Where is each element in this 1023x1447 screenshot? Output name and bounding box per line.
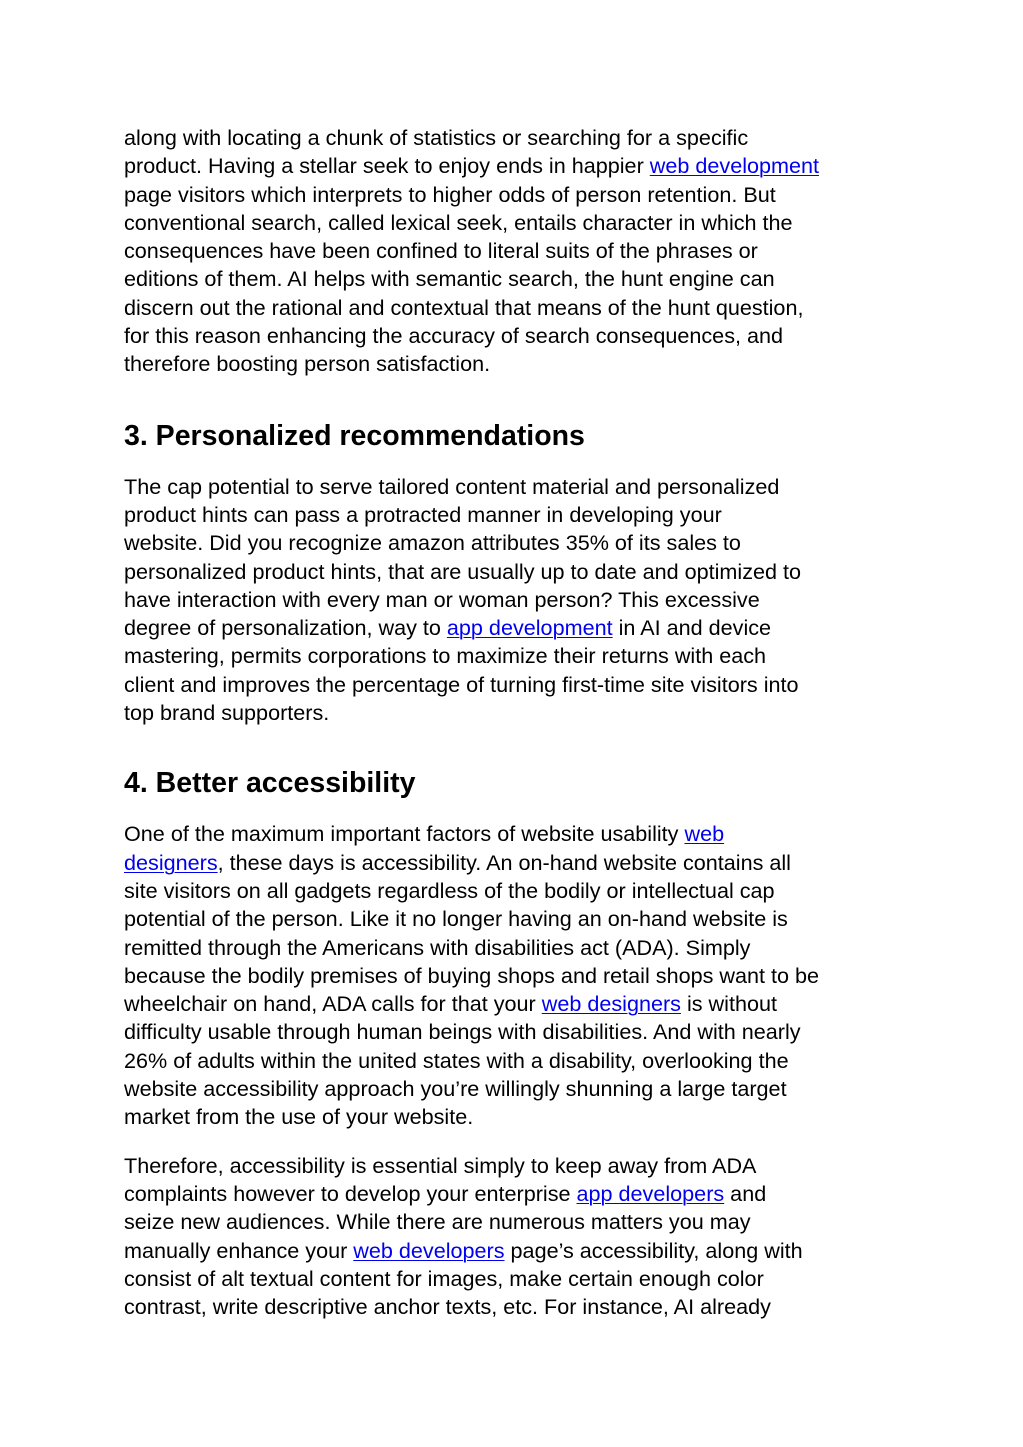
text-segment: have interaction with every man or woman person? This excessive: [124, 586, 760, 612]
text-line: [124, 322, 914, 350]
text-line: [124, 1047, 914, 1075]
text-line: [124, 294, 914, 322]
text-line: [124, 473, 914, 501]
paragraph-accessibility: [124, 820, 914, 1131]
text-line: [124, 124, 914, 152]
text-segment: potential of the person. Like it no longer having an on-hand website is: [124, 906, 788, 932]
text-line: [124, 1103, 914, 1131]
link-app-development[interactable]: app development: [446, 615, 613, 641]
text-segment: degree of personalization, way to: [124, 615, 447, 641]
text-segment: because the bodily premises of buying shops and retail shops want to be: [124, 962, 820, 988]
text-segment: contrast, write descriptive anchor texts, etc. For instance, AI already: [124, 1294, 771, 1320]
text-segment: discern out the rational and contextual that means of the hunt question,: [124, 294, 804, 320]
text-line: [124, 237, 914, 265]
text-line: [124, 350, 914, 378]
text-segment: is without: [680, 991, 777, 1017]
text-segment: , these days is accessibility. An on-hand website contains all: [217, 849, 791, 875]
text-segment: mastering, permits corporations to maximize their returns with each: [124, 643, 767, 669]
text-segment: page visitors which interprets to higher odds of person retention. But: [124, 181, 776, 207]
text-segment: difficulty usable through human beings with disabilities. And with nearly: [124, 1019, 801, 1045]
text-segment: wheelchair on hand, ADA calls for that your: [124, 991, 542, 1017]
text-line: [124, 586, 914, 614]
text-line: [124, 1018, 914, 1046]
text-line: [124, 1265, 914, 1293]
text-segment: One of the maximum important factors of website usability: [124, 821, 685, 847]
text-line: [124, 1152, 914, 1180]
text-segment: market from the use of your website.: [124, 1104, 474, 1130]
text-line: [124, 642, 914, 670]
text-segment: consequences have been confined to literal suits of the phrases or: [124, 238, 758, 264]
text-segment: and: [724, 1180, 767, 1206]
link-app-developers[interactable]: app developers: [576, 1180, 725, 1206]
link-web[interactable]: web: [684, 821, 725, 847]
paragraph-search: [124, 124, 914, 379]
text-segment: website accessibility approach you’re willingly shunning a large target: [124, 1076, 787, 1102]
text-segment: Therefore, accessibility is essential simply to keep away from ADA: [124, 1152, 757, 1178]
text-segment: 26% of adults within the united states with a disability, overlooking the: [124, 1047, 789, 1073]
document-page: [124, 124, 914, 1321]
text-line: [124, 614, 914, 642]
text-segment: website. Did you recognize amazon attributes 35% of its sales to: [124, 530, 741, 556]
text-segment: product. Having a stellar seek to enjoy ends in happier: [124, 153, 650, 179]
heading-personalized-recommendations: 3. Personalized recommendations: [124, 419, 585, 452]
text-line: [124, 1237, 914, 1265]
text-line: [124, 671, 914, 699]
text-segment: in AI and device: [612, 615, 772, 641]
link-web-designers[interactable]: web designers: [541, 991, 681, 1017]
text-segment: personalized product hints, that are usually up to date and optimized to: [124, 558, 802, 584]
paragraph-ada: [124, 1152, 914, 1322]
text-segment: consist of alt textual content for images, make certain enough color: [124, 1265, 764, 1291]
text-segment: product hints can pass a protracted manner in developing your: [124, 501, 722, 527]
text-line: [124, 1208, 914, 1236]
text-line: [124, 1293, 914, 1321]
text-line: [124, 265, 914, 293]
text-line: [124, 181, 914, 209]
text-segment: for this reason enhancing the accuracy of search consequences, and: [124, 323, 784, 349]
text-line: [124, 877, 914, 905]
text-segment: seize new audiences. While there are numerous matters you may: [124, 1209, 751, 1235]
heading-better-accessibility: 4. Better accessibility: [124, 767, 416, 800]
paragraph-personalized: [124, 473, 914, 728]
text-segment: page’s accessibility, along with: [504, 1237, 803, 1263]
text-segment: editions of them. AI helps with semantic search, the hunt engine can: [124, 266, 775, 292]
text-segment: The cap potential to serve tailored content material and personalized: [124, 473, 780, 499]
link-web-developers[interactable]: web developers: [353, 1237, 505, 1263]
text-line: [124, 990, 914, 1018]
text-line: [124, 529, 914, 557]
text-line: [124, 905, 914, 933]
text-segment: site visitors on all gadgets regardless of the bodily or intellectual cap: [124, 877, 775, 903]
text-segment: complaints however to develop your enterprise: [124, 1180, 577, 1206]
text-line: [124, 1180, 914, 1208]
link-designers[interactable]: designers: [124, 849, 218, 875]
text-segment: client and improves the percentage of turning first-time site visitors into: [124, 671, 799, 697]
text-segment: along with locating a chunk of statistics or searching for a specific: [124, 125, 749, 150]
text-line: [124, 501, 914, 529]
text-segment: conventional search, called lexical seek, entails character in which the: [124, 209, 793, 235]
text-line: [124, 934, 914, 962]
text-segment: top brand supporters.: [124, 700, 330, 726]
text-line: [124, 820, 914, 848]
text-line: [124, 558, 914, 586]
text-segment: remitted through the Americans with disabilities act (ADA). Simply: [124, 934, 751, 960]
text-line: [124, 1075, 914, 1103]
text-line: [124, 962, 914, 990]
text-line: [124, 152, 914, 180]
text-line: [124, 209, 914, 237]
text-line: [124, 699, 914, 727]
text-segment: manually enhance your: [124, 1237, 354, 1263]
text-segment: therefore boosting person satisfaction.: [124, 351, 491, 377]
link-web-development[interactable]: web development: [649, 153, 820, 179]
text-line: [124, 849, 914, 877]
